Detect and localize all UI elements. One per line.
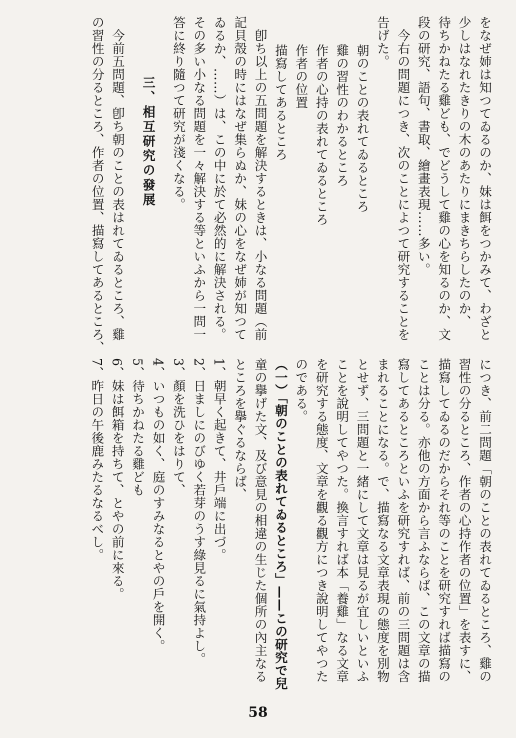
text-column: 今前五問題、卽ち朝のことの表はれてゐるところ、雞: [110, 29, 126, 341]
text-column: とせず、三問題と一緒にして文章は見るが宜しいといふ: [354, 358, 370, 683]
text-column: 告げた。: [374, 16, 390, 68]
lower-text-block: [86, 358, 494, 698]
text-column: 記貝殼の時にはなぜ集らぬか、妹の心をなぜ姉が知つて: [232, 16, 248, 341]
page-number: 58: [248, 705, 268, 721]
text-column: の習性の分るところ、作者の位置、描寫してあるところ、: [89, 16, 105, 354]
text-column: その多い小なる問題を一々解決する等といふから一問一: [191, 16, 207, 341]
text-column: （一）「朝のことの表れてゐるところ」——この研究で兒: [272, 358, 288, 690]
text-column: のである。: [293, 358, 309, 423]
text-column: 段の研究、語句、書取、繪畫表現……多い。: [415, 16, 431, 276]
text-column: 3、顏を洗ひをはりて、: [170, 358, 186, 497]
text-column: 1、朝早く起きて、井戶端に出づ。: [211, 358, 227, 562]
text-column: ゐるか、……）は、この中に於て必然的に解決される。: [211, 16, 227, 341]
text-column: ところを擧ぐるならば、: [232, 358, 248, 501]
section-heading: 三、相互研究の發展: [140, 76, 156, 208]
text-column: [158, 16, 168, 346]
text-column: 作者の心持の表れてゐるところ: [313, 44, 329, 226]
text-column: 4、いつもの如く、庭のすみなるとやの戶を開く。: [150, 358, 166, 653]
text-column: 2、日ましにのびゆく若芽のうす綠見るに氣持よし。: [191, 358, 207, 666]
text-column: 5、待ちかねたる雞ども: [130, 358, 146, 497]
text-column: 描寫してあるところ: [272, 44, 288, 161]
text-column: につき、前二問題「朝のことの表れてゐるところ、雞の: [477, 358, 492, 683]
text-column: 6、妹は餌箱を持ちて、とやの前に來る。: [109, 358, 125, 601]
text-column: 作者の位置: [293, 44, 309, 109]
text-column: [127, 16, 137, 346]
text-column: を研究する態度、文章を觀る觀方につき說明してやつた: [313, 358, 329, 683]
text-column: をなぜ姉は知つてゐるのか、妹は餌をつかみて、わざと: [477, 16, 492, 341]
upper-text-block: [86, 16, 494, 354]
text-column: 待ちかねたる雞ども、でどうして雞の心を知るのか、文: [436, 16, 452, 341]
text-column: 少しはなれたきりの木のあたりにまきちらしたのか、: [456, 16, 472, 328]
text-column: まれることになる。で、描寫なる文章表現の態度を別物: [374, 358, 390, 683]
text-column: 童の擧げた文、及び意見の相違の生じた個所の內主なる: [252, 358, 268, 683]
text-column: 卽ち以上の五問題を解決するときは、小なる問題（前: [252, 29, 268, 341]
text-column: ことを說明してやつた。換言すれば本「養雞」なる文章: [334, 358, 350, 683]
text-column: 朝のことの表れてゐるところ: [354, 44, 370, 213]
text-column: 寫してあるところといふを研究すれば、前の三問題は含: [395, 358, 411, 683]
text-column: 雞の習性のわかるところ: [334, 44, 350, 187]
text-column: 描寫してゐるのだからそれ等のことを研究すれば描寫の: [436, 358, 452, 683]
text-column: 答に終り隨つて研究が淺くなる。: [170, 16, 186, 211]
text-column: ことは分る。亦他の方面から言ふならば、この文章の描: [415, 358, 431, 683]
text-column: 7、昨日の午後鹿みたるなるべし。: [89, 358, 105, 562]
text-column: 今右の問題につき、次のことによつて研究することを: [395, 29, 411, 341]
text-column: 習性の分るところ、作者の心持作者の位置」を表すに、: [456, 358, 472, 683]
